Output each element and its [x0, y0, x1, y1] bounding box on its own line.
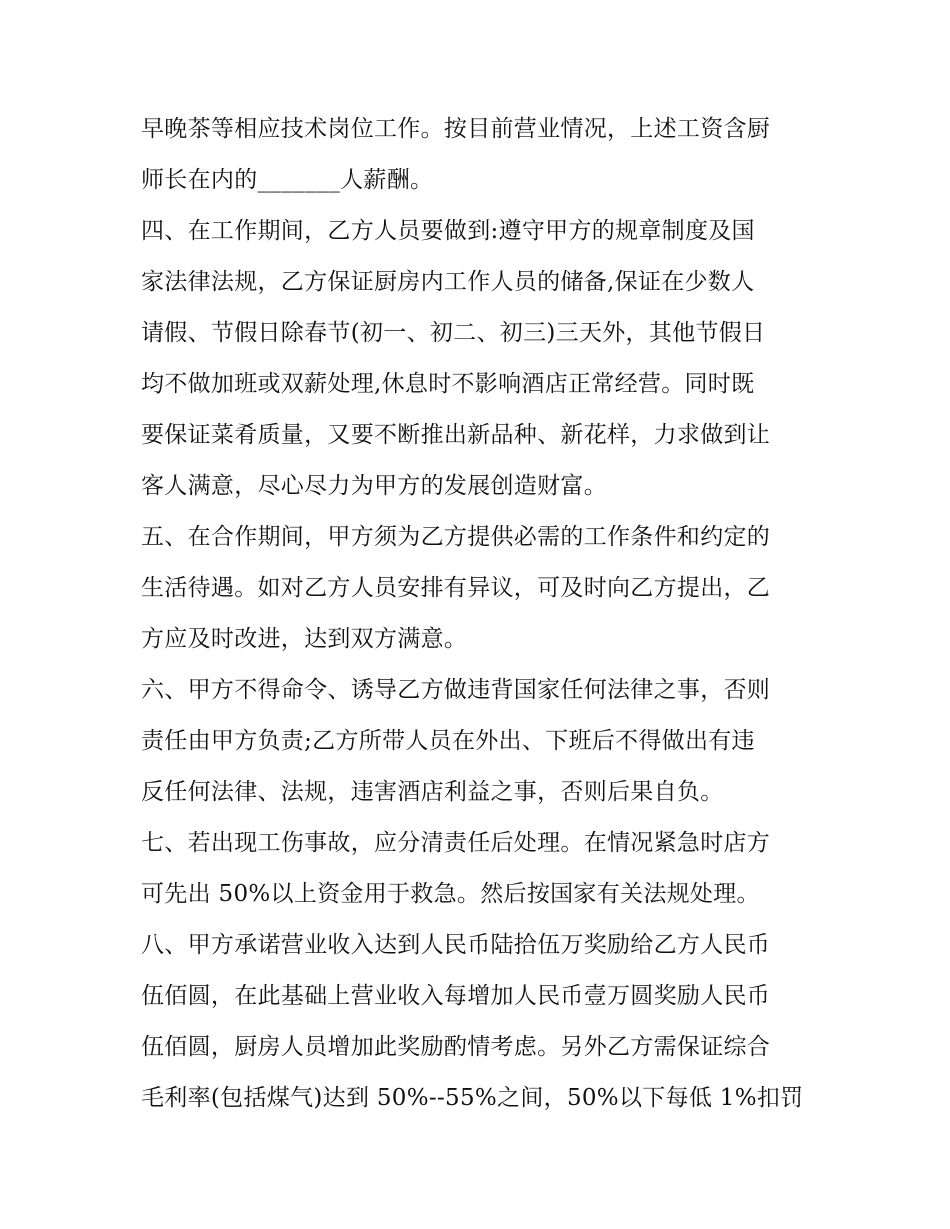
text-line: 伍佰圆，厨房人员增加此奖励酌情考虑。另外乙方需保证综合 [141, 1034, 771, 1060]
text-line: 五、在合作期间，甲方须为乙方提供必需的工作条件和约定的 [141, 524, 771, 550]
text-line: 均不做加班或双薪处理,休息时不影响酒店正常经营。同时既 [141, 371, 755, 397]
text-line: 客人满意，尽心尽力为甲方的发展创造财富。 [141, 473, 607, 499]
text-line: 毛利率(包括煤气)达到 50%--55%之间，50%以下每低 1%扣罚 [141, 1085, 804, 1111]
text-line: 请假、节假日除春节(初一、初二、初三)三天外，其他节假日 [141, 320, 766, 346]
text-line: 要保证菜肴质量，又要不断推出新品种、新花样，力求做到让 [141, 422, 771, 448]
text-line: 八、甲方承诺营业收入达到人民币陆拾伍万奖励给乙方人民币 [141, 932, 771, 958]
document-body [141, 104, 821, 1124]
text-line: 方应及时改进，达到双方满意。 [141, 626, 468, 652]
text-line: 反任何法律、法规，违害酒店利益之事，否则后果自负。 [141, 779, 724, 805]
text-line: 七、若出现工伤事故，应分清责任后处理。在情况紧急时店方 [141, 830, 771, 856]
text-line: 责任由甲方负责;乙方所带人员在外出、下班后不得做出有违 [141, 728, 755, 754]
text-line: 早晚茶等相应技术岗位工作。按目前营业情况，上述工资含厨 [141, 116, 771, 142]
text-line: 四、在工作期间，乙方人员要做到:遵守甲方的规章制度及国 [141, 218, 755, 244]
text-line: 可先出 50%以上资金用于救急。然后按国家有关法规处理。 [141, 881, 760, 907]
text-line: 生活待遇。如对乙方人员安排有异议，可及时向乙方提出，乙 [141, 575, 771, 601]
text-line: 六、甲方不得命令、诱导乙方做违背国家任何法律之事，否则 [141, 677, 771, 703]
text-line: 师长在内的_______人薪酬。 [141, 167, 434, 193]
text-line: 伍佰圆，在此基础上营业收入每增加人民币壹万圆奖励人民币 [141, 983, 771, 1009]
text-line: 家法律法规，乙方保证厨房内工作人员的储备,保证在少数人 [141, 269, 755, 295]
